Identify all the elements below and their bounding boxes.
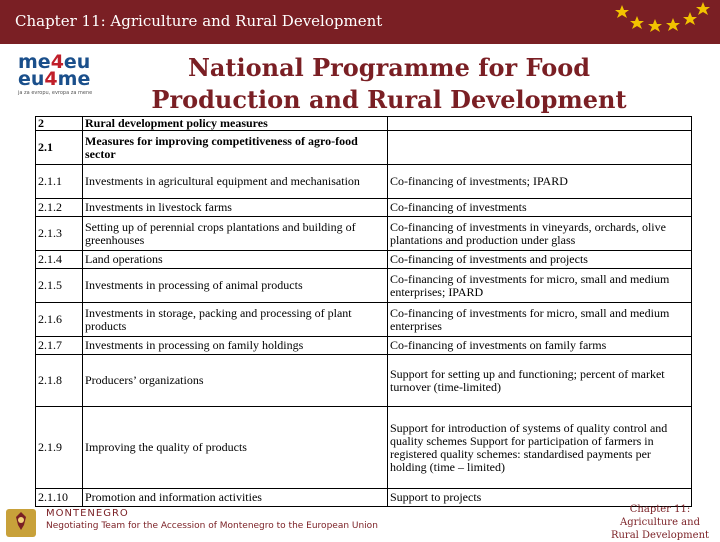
table-cell-num: 2.1.4	[36, 251, 83, 269]
table-cell-measure: Promotion and information activities	[83, 489, 388, 507]
table-cell-support: Co-financing of investments; IPARD	[388, 165, 692, 199]
table-cell-num: 2.1	[36, 131, 83, 165]
table-cell-support	[388, 131, 692, 165]
table-cell-num: 2.1.1	[36, 165, 83, 199]
table-row	[36, 117, 692, 131]
footer-team: Negotiating Team for the Accession of Montenegro to the European Union	[46, 521, 378, 531]
montenegro-coat-of-arms-icon	[4, 505, 38, 539]
table-cell-support	[388, 117, 692, 131]
table-cell-measure: Setting up of perennial crops plantations and building of greenhouses	[83, 217, 388, 251]
table-row	[36, 217, 692, 251]
table-row	[36, 355, 692, 407]
table-cell-num: 2.1.10	[36, 489, 83, 507]
chapter-title: Chapter 11: Agriculture and Rural Development	[15, 12, 383, 30]
table-cell-measure: Land operations	[83, 251, 388, 269]
me4eu-logo: me4eu eu4me ja za evropu, evropa za mene	[18, 51, 93, 96]
table-cell-num: 2.1.8	[36, 355, 83, 407]
table-cell-measure: Rural development policy measures	[83, 117, 388, 131]
table-cell-num: 2.1.2	[36, 199, 83, 217]
table-cell-measure: Improving the quality of products	[83, 407, 388, 489]
table-row	[36, 199, 692, 217]
table-cell-num: 2.1.9	[36, 407, 83, 489]
table-cell-measure: Investments in processing of animal products	[83, 269, 388, 303]
table-row	[36, 251, 692, 269]
header-bar	[0, 0, 720, 44]
table-cell-support: Support to projects	[388, 489, 692, 507]
table-cell-measure: Producers’ organizations	[83, 355, 388, 407]
table-cell-support: Co-financing of investments for micro, small and medium enterprises; IPARD	[388, 269, 692, 303]
table-row	[36, 337, 692, 355]
table-cell-measure: Investments in processing on family holdings	[83, 337, 388, 355]
table-cell-measure: Measures for improving competitiveness of agro-food sector	[83, 131, 388, 165]
table-row	[36, 303, 692, 337]
slide-title: National Programme for Food Production and Rural Development	[151, 53, 627, 114]
table-cell-support: Support for introduction of systems of quality control and quality schemes Support for participation of farmers in registered quality schemes: standardised payments per holding (time – limited)	[388, 407, 692, 489]
table-cell-measure: Investments in agricultural equipment and mechanisation	[83, 165, 388, 199]
table-row	[36, 489, 692, 507]
table-cell-num: 2.1.5	[36, 269, 83, 303]
table-cell-support: Support for setting up and functioning; percent of market turnover (time-limited)	[388, 355, 692, 407]
table-cell-measure: Investments in livestock farms	[83, 199, 388, 217]
table-cell-measure: Investments in storage, packing and processing of plant products	[83, 303, 388, 337]
table-cell-support: Co-financing of investments for micro, small and medium enterprises	[388, 303, 692, 337]
table-row	[36, 407, 692, 489]
table-cell-num: 2.1.3	[36, 217, 83, 251]
eu-stars-icon	[602, 2, 712, 42]
footer-country: MONTENEGRO	[46, 508, 129, 519]
table-cell-num: 2.1.7	[36, 337, 83, 355]
table-cell-num: 2.1.6	[36, 303, 83, 337]
table-cell-num: 2	[36, 117, 83, 131]
table-cell-support: Co-financing of investments in vineyards, orchards, olive plantations and production under glass	[388, 217, 692, 251]
table-cell-support: Co-financing of investments	[388, 199, 692, 217]
table-row	[36, 131, 692, 165]
table-cell-support: Co-financing of investments and projects	[388, 251, 692, 269]
table-row	[36, 269, 692, 303]
footer-chapter-label: Chapter 11: Agriculture and Rural Development	[610, 504, 710, 541]
table-row	[36, 165, 692, 199]
measures-table	[35, 116, 692, 507]
table-cell-support: Co-financing of investments on family farms	[388, 337, 692, 355]
